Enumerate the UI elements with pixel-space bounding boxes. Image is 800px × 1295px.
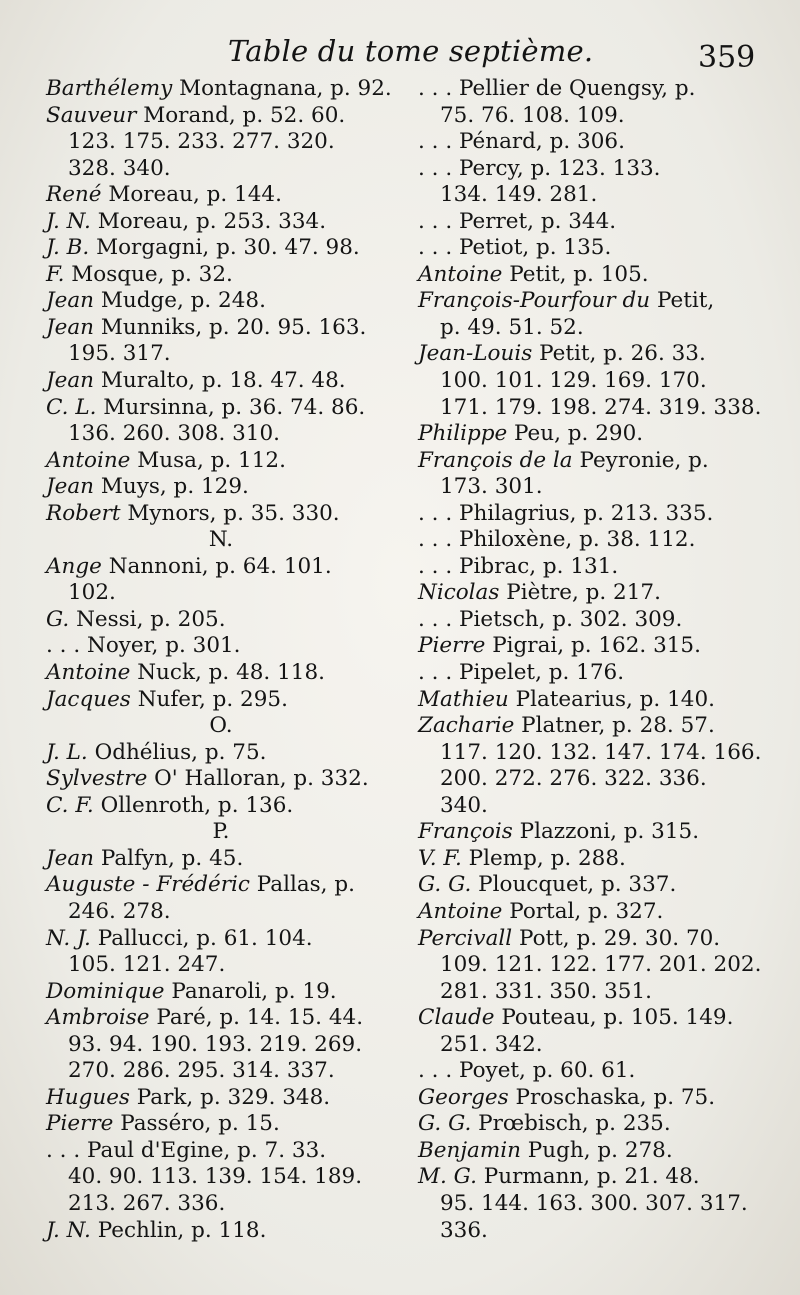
index-entry [418, 209, 768, 236]
entry-text: Purmann, p. 21. 48. [476, 1164, 700, 1190]
index-continuation-line [46, 952, 396, 979]
entry-text: 328. 340. [68, 155, 171, 181]
entry-given-name: Hugues [46, 1084, 130, 1110]
index-entry [46, 1085, 396, 1112]
entry-text: . . . Philoxène, p. 38. 112. [418, 527, 696, 553]
index-entry [418, 1164, 768, 1191]
entry-text: Peyronie, p. [572, 447, 709, 473]
index-entry [46, 474, 396, 501]
index-entry [418, 580, 768, 607]
entry-given-name: Antoine [418, 898, 503, 924]
index-continuation-line [46, 1032, 396, 1059]
entry-text: O' Halloran, p. 332. [147, 766, 369, 792]
entry-given-name: Benjamin [418, 1137, 521, 1163]
index-entry [418, 448, 768, 475]
entry-text: Platner, p. 28. 57. [514, 713, 715, 739]
index-entry [46, 793, 396, 820]
entry-text: 95. 144. 163. 300. 307. 317. [440, 1190, 748, 1216]
entry-text: 117. 120. 132. 147. 174. 166. [440, 739, 762, 765]
entry-given-name: Pierre [418, 633, 486, 659]
index-entry [46, 76, 396, 103]
index-continuation-line [418, 1032, 768, 1059]
index-entry [46, 448, 396, 475]
entry-text: O. [209, 713, 233, 739]
entry-given-name: C. L. [46, 394, 97, 420]
index-entry [46, 209, 396, 236]
index-entry [46, 103, 396, 130]
entry-text: 200. 272. 276. 322. 336. [440, 766, 707, 792]
index-entry [418, 926, 768, 953]
index-entry [418, 660, 768, 687]
index-entry [46, 182, 396, 209]
index-entry [418, 341, 768, 368]
entry-text: Nannoni, p. 64. 101. [101, 553, 332, 579]
entry-text: . . . Petiot, p. 135. [418, 235, 612, 261]
index-continuation-line [46, 1058, 396, 1085]
index-entry [46, 660, 396, 687]
index-entry [418, 846, 768, 873]
page-title: Table du tome septième. [228, 34, 594, 68]
entry-given-name: N. J. [46, 925, 91, 951]
entry-text: 171. 179. 198. 274. 319. 338. [440, 394, 762, 420]
entry-given-name: J. N. [46, 1217, 91, 1243]
entry-text: Petit, p. 105. [502, 261, 649, 287]
entry-text: 246. 278. [68, 898, 171, 924]
index-entry [46, 368, 396, 395]
entry-given-name: Georges [418, 1084, 509, 1110]
index-entry [46, 846, 396, 873]
entry-text: Platearius, p. 140. [508, 686, 715, 712]
entry-given-name: J. L. [46, 739, 88, 765]
entry-given-name: François-Pourfour du [418, 288, 651, 314]
index-entry [46, 1138, 396, 1165]
entry-given-name: François [418, 819, 513, 845]
entry-given-name: Auguste - Frédéric [46, 872, 250, 898]
entry-text: Pugh, p. 278. [520, 1137, 673, 1163]
index-entry [46, 633, 396, 660]
entry-given-name: V. F. [418, 845, 462, 871]
index-entry [46, 872, 396, 899]
entry-given-name: Antoine [46, 660, 131, 686]
index-entry [418, 872, 768, 899]
entry-text: Nessi, p. 205. [69, 606, 226, 632]
entry-text: Paré, p. 14. 15. 44. [149, 1005, 364, 1031]
index-continuation-line [418, 952, 768, 979]
entry-text: Moreau, p. 144. [101, 182, 282, 208]
index-entry [418, 1005, 768, 1032]
index-entry [418, 819, 768, 846]
index-entry [46, 926, 396, 953]
entry-text: 40. 90. 113. 139. 154. 189. [68, 1164, 363, 1190]
index-entry [46, 554, 396, 581]
index-entry [46, 979, 396, 1006]
entry-text: 136. 260. 308. 310. [68, 421, 280, 447]
entry-given-name: F. [46, 261, 65, 287]
entry-given-name: Claude [418, 1005, 495, 1031]
index-entry [418, 501, 768, 528]
entry-text: Pott, p. 29. 30. 70. [512, 925, 721, 951]
entry-text: Petit, [650, 288, 715, 314]
index-column-right [418, 76, 768, 1244]
entry-text: 281. 331. 350. 351. [440, 978, 652, 1004]
index-entry [46, 766, 396, 793]
entry-given-name: Antoine [46, 447, 131, 473]
index-continuation-line [418, 315, 768, 342]
entry-text: Morand, p. 52. 60. [136, 102, 346, 128]
index-entry [418, 899, 768, 926]
index-entry [418, 129, 768, 156]
index-entry [418, 713, 768, 740]
entry-text: . . . Pietsch, p. 302. 309. [418, 606, 683, 632]
entry-text: Park, p. 329. 348. [129, 1084, 331, 1110]
index-entry [418, 421, 768, 448]
entry-given-name: Sauveur [46, 102, 137, 128]
entry-text: 270. 286. 295. 314. 337. [68, 1058, 335, 1084]
section-letter [46, 819, 396, 846]
index-continuation-line [46, 341, 396, 368]
entry-text: Morgagni, p. 30. 47. 98. [89, 235, 360, 261]
index-continuation-line [418, 1218, 768, 1245]
entry-text: Passéro, p. 15. [113, 1111, 280, 1137]
entry-text: Ploucquet, p. 337. [471, 872, 677, 898]
entry-given-name: Jean-Louis [418, 341, 533, 367]
index-entry [418, 1058, 768, 1085]
entry-text: 195. 317. [68, 341, 171, 367]
entry-text: Piètre, p. 217. [499, 580, 661, 606]
entry-text: . . . Paul d'Egine, p. 7. 33. [46, 1137, 327, 1163]
entry-text: Mosque, p. 32. [64, 261, 233, 287]
entry-text: 102. [68, 580, 116, 606]
entry-text: Mudge, p. 248. [94, 288, 266, 314]
index-continuation-line [418, 766, 768, 793]
entry-text: . . . Pénard, p. 306. [418, 129, 625, 155]
entry-text: p. 49. 51. 52. [440, 314, 584, 340]
entry-given-name: C. F. [46, 792, 94, 818]
entry-given-name: François de la [418, 447, 573, 473]
index-entry [46, 687, 396, 714]
index-continuation-line [46, 421, 396, 448]
entry-text: 93. 94. 190. 193. 219. 269. [68, 1031, 363, 1057]
index-continuation-line [418, 793, 768, 820]
index-entry [418, 262, 768, 289]
entry-text: Muralto, p. 18. 47. 48. [94, 368, 346, 394]
index-continuation-line [418, 979, 768, 1006]
entry-text: 123. 175. 233. 277. 320. [68, 129, 335, 155]
entry-given-name: Ambroise [46, 1005, 150, 1031]
page-number: 359 [698, 40, 756, 75]
entry-text: Plemp, p. 288. [461, 845, 626, 871]
entry-text: Mynors, p. 35. 330. [120, 500, 340, 526]
index-continuation-line [418, 395, 768, 422]
entry-given-name: Zacharie [418, 713, 515, 739]
entry-text: Musa, p. 112. [130, 447, 286, 473]
index-continuation-line [46, 1164, 396, 1191]
entry-given-name: Robert [46, 500, 121, 526]
index-entry [418, 156, 768, 183]
entry-given-name: Mathieu [418, 686, 509, 712]
index-continuation-line [46, 580, 396, 607]
entry-text: Montagnana, p. 92. [172, 76, 392, 101]
entry-text: . . . Noyer, p. 301. [46, 633, 241, 659]
entry-text: Petit, p. 26. 33. [532, 341, 706, 367]
entry-text: Munniks, p. 20. 95. 163. [94, 314, 367, 340]
entry-text: Pouteau, p. 105. 149. [494, 1005, 734, 1031]
index-entry [418, 687, 768, 714]
index-entry [46, 1005, 396, 1032]
entry-text: Plazzoni, p. 315. [512, 819, 700, 845]
index-entry [418, 607, 768, 634]
entry-text: Prœbisch, p. 235. [471, 1111, 671, 1137]
index-entry [418, 554, 768, 581]
entry-given-name: Jean [46, 368, 95, 394]
entry-text: P. [212, 819, 230, 845]
entry-text: N. [208, 527, 234, 553]
entry-given-name: Philippe [418, 421, 508, 447]
entry-text: Moreau, p. 253. 334. [90, 208, 327, 234]
entry-given-name: Pierre [46, 1111, 114, 1137]
entry-text: 173. 301. [440, 474, 543, 500]
entry-given-name: Dominique [46, 978, 165, 1004]
index-entry [418, 527, 768, 554]
entry-text: Panaroli, p. 19. [164, 978, 337, 1004]
index-continuation-line [418, 182, 768, 209]
index-entry [46, 1218, 396, 1245]
entry-given-name: M. G. [418, 1164, 477, 1190]
entry-given-name: René [46, 182, 102, 208]
entry-given-name: Jean [46, 474, 95, 500]
index-column-left [46, 76, 396, 1244]
index-entry [46, 607, 396, 634]
entry-text: 100. 101. 129. 169. 170. [440, 368, 707, 394]
index-entry [418, 633, 768, 660]
index-entry [418, 1111, 768, 1138]
index-continuation-line [46, 156, 396, 183]
index-entry [46, 262, 396, 289]
entry-given-name: G. G. [418, 1111, 472, 1137]
index-entry [46, 288, 396, 315]
index-entry [46, 235, 396, 262]
entry-given-name: Jean [46, 845, 95, 871]
index-entry [46, 740, 396, 767]
index-continuation-line [418, 1191, 768, 1218]
entry-text: 134. 149. 281. [440, 182, 598, 208]
entry-given-name: Ange [46, 553, 102, 579]
section-letter [46, 527, 396, 554]
entry-text: . . . Philagrius, p. 213. 335. [418, 500, 714, 526]
entry-text: Ollenroth, p. 136. [93, 792, 294, 818]
entry-text: Muys, p. 129. [94, 474, 249, 500]
entry-given-name: Sylvestre [46, 766, 148, 792]
index-continuation-line [46, 129, 396, 156]
index-entry [46, 395, 396, 422]
entry-text: Peu, p. 290. [507, 421, 644, 447]
section-letter [46, 713, 396, 740]
entry-given-name: Nicolas [418, 580, 500, 606]
entry-text: Pechlin, p. 118. [90, 1217, 267, 1243]
entry-text: Pallucci, p. 61. 104. [90, 925, 313, 951]
index-continuation-line [418, 103, 768, 130]
index-continuation-line [46, 899, 396, 926]
index-entry [46, 501, 396, 528]
entry-text: Mursinna, p. 36. 74. 86. [96, 394, 366, 420]
entry-given-name: Barthélemy [46, 76, 173, 101]
entry-text: . . . Perret, p. 344. [418, 208, 617, 234]
entry-text: 109. 121. 122. 177. 201. 202. [440, 952, 762, 978]
entry-given-name: Percivall [418, 925, 513, 951]
entry-text: 340. [440, 792, 488, 818]
entry-given-name: Jean [46, 288, 95, 314]
index-continuation-line [418, 368, 768, 395]
index-entry [418, 1138, 768, 1165]
entry-given-name: Jean [46, 314, 95, 340]
entry-given-name: G. [46, 606, 70, 632]
entry-given-name: G. G. [418, 872, 472, 898]
entry-text: 213. 267. 336. [68, 1190, 226, 1216]
index-entry [418, 76, 768, 103]
entry-given-name: Jacques [46, 686, 131, 712]
entry-text: Nufer, p. 295. [130, 686, 288, 712]
entry-text: Palfyn, p. 45. [94, 845, 244, 871]
entry-text: 336. [440, 1217, 488, 1243]
entry-text: . . . Poyet, p. 60. 61. [418, 1058, 636, 1084]
entry-text: Nuck, p. 48. 118. [130, 660, 325, 686]
index-entry [46, 315, 396, 342]
entry-text: 105. 121. 247. [68, 952, 226, 978]
entry-given-name: J. B. [46, 235, 90, 261]
entry-text: . . . Percy, p. 123. 133. [418, 155, 661, 181]
entry-given-name: J. N. [46, 208, 91, 234]
index-entry [418, 1085, 768, 1112]
entry-text: Odhélius, p. 75. [87, 739, 267, 765]
index-entry [418, 235, 768, 262]
entry-text: Proschaska, p. 75. [508, 1084, 716, 1110]
entry-text: 75. 76. 108. 109. [440, 102, 625, 128]
index-entry [46, 1111, 396, 1138]
entry-text: 251. 342. [440, 1031, 543, 1057]
index-continuation-line [46, 1191, 396, 1218]
entry-text: Portal, p. 327. [502, 898, 664, 924]
entry-text: . . . Pibrac, p. 131. [418, 553, 619, 579]
entry-given-name: Antoine [418, 261, 503, 287]
index-continuation-line [418, 474, 768, 501]
entry-text: Pigrai, p. 162. 315. [485, 633, 701, 659]
entry-text: Pallas, p. [249, 872, 355, 898]
index-continuation-line [418, 740, 768, 767]
entry-text: . . . Pipelet, p. 176. [418, 660, 625, 686]
index-entry [418, 288, 768, 315]
entry-text: . . . Pellier de Quengsy, p. [418, 76, 696, 101]
